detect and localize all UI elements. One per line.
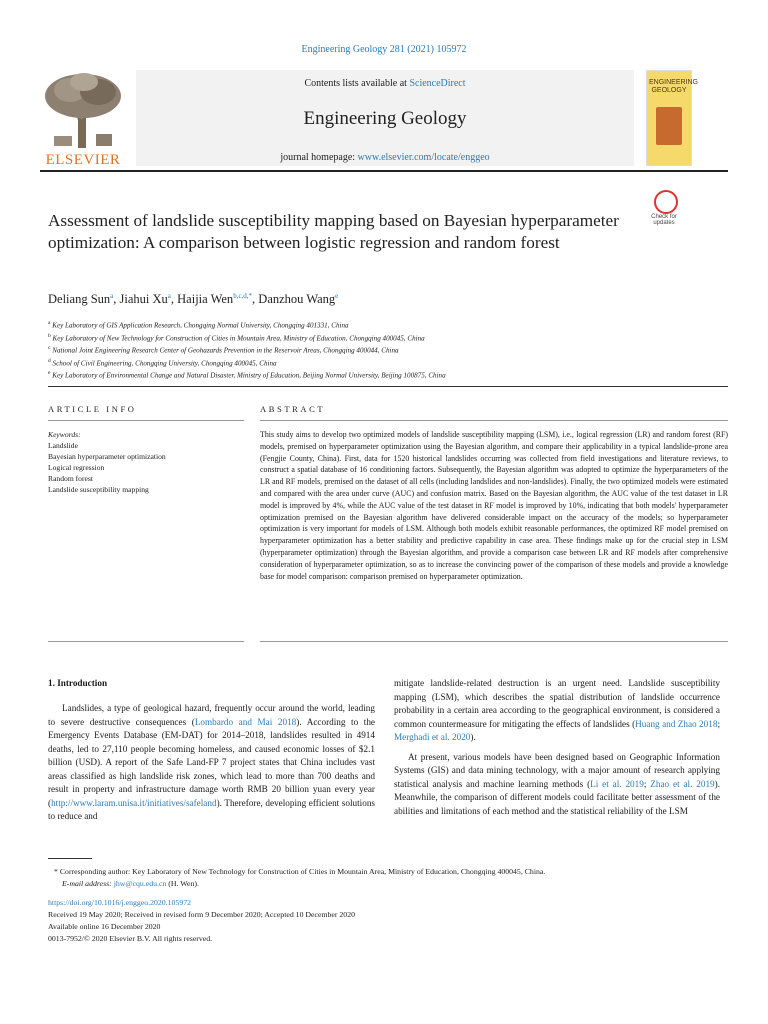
email-line <box>48 878 728 890</box>
author-list: Deliang Sun$^a$, Jiahui Xu$^a$, Haijia Wen$^{b,c,d,*}$, Danzhou Wang$^e$ <box>48 292 339 307</box>
check-updates-icon <box>654 190 678 214</box>
contents-line <box>136 78 634 89</box>
journal-name: Engineering Geology <box>303 108 467 129</box>
citation-link[interactable]: Li et al. 2019 <box>590 778 644 789</box>
abstract-rule <box>260 420 728 421</box>
affiliation-text: Key Laboratory of GIS Application Research, Chongqing Normal University, Chongqing 401331, China <box>52 321 349 330</box>
article-info-rule <box>48 420 244 421</box>
citation-link[interactable]: Lombardo and Mai 2018 <box>194 716 297 727</box>
affiliation-item <box>48 318 688 331</box>
publisher-logo: ELSEVIER <box>45 152 121 168</box>
paragraph-text: mitigate landslide-related destruction is an urgent need. Landslide susceptibility mapping (LSM), which describes the spatial distribution of landslide occurrence probability in a certain area according to the geographical environment, is considered a common countermeasure for mitigating the effects of landslides ( <box>394 678 720 729</box>
cover-title: ENGINEERING GEOLOGY <box>649 79 699 94</box>
check-for-updates-button[interactable] <box>648 190 680 228</box>
email-link[interactable]: jhw@cqu.edu.cn <box>113 879 167 888</box>
article-info-bottom-rule <box>48 641 244 642</box>
copyright: 0013-7952/© 2020 Elsevier B.V. All rights reserved. <box>48 934 213 943</box>
article-info-heading: ARTICLE INFO <box>48 404 137 414</box>
contents-prefix: Contents lists available at <box>304 78 410 89</box>
abstract-heading: ABSTRACT <box>260 404 326 414</box>
email-suffix: (H. Wen). <box>166 879 199 888</box>
paragraph <box>48 702 375 824</box>
affiliation-mark: c <box>48 345 51 352</box>
body-column-right <box>394 677 720 818</box>
author-affiliation-mark[interactable]: a <box>167 292 171 300</box>
keyword-item: Landslide <box>48 441 78 450</box>
citation-link[interactable]: Huang and Zhao 2018 <box>635 718 718 729</box>
homepage-line <box>136 152 634 163</box>
author-name[interactable]: Danzhou Wang <box>258 292 336 307</box>
corresponding-author-note: * Corresponding author: Key Laboratory of New Technology for Construction of Cities in Mountain Area, Ministry of Education, Chongqing 400045, China. <box>54 867 546 876</box>
keyword-item: Random forest <box>48 474 93 483</box>
masthead <box>40 70 699 168</box>
article-history <box>48 897 728 945</box>
paragraph <box>394 677 720 745</box>
keyword-item: Bayesian hyperparameter optimization <box>48 452 166 461</box>
affiliation-text: National Joint Engineering Research Center of Geohazards Prevention in the Reservoir Areas, Chongqing 400044, China <box>52 346 399 355</box>
journal-header-box <box>136 70 634 166</box>
affiliation-mark: d <box>48 357 51 364</box>
footnote <box>48 866 728 890</box>
paragraph-text: ). According to the Emergency Events Database (EM-DAT) for 2014–2018, landslides resulted in 4914 deaths, led to 27,110 people becoming homeless, and caused economic losses of $2.1 billion (USD). A report of the Safe Land-FP 7 project states that China includes vast areas classified as high landslide risk zones, which lead to more than 700 deaths and result in property and infrastructure damage worth RMB 20 billion yuan every year ( <box>48 716 376 808</box>
author-name[interactable]: Jiahui Xu <box>119 292 168 307</box>
journal-reference-link[interactable]: Engineering Geology 281 (2021) 105972 <box>301 44 467 55</box>
author-name[interactable]: Haijia Wen <box>177 292 234 307</box>
available-online: Available online 16 December 2020 <box>48 922 161 931</box>
paragraph-text: At present, various models have been designed based on Geographic Information Systems (GIS) and data mining technology, with a major amount of research applying statistical analysis and machine learning methods ( <box>394 751 720 789</box>
section-divider <box>48 386 728 387</box>
author-name[interactable]: Deliang Sun <box>48 292 111 307</box>
affiliation-mark: e <box>48 370 51 377</box>
affiliation-item <box>48 331 688 344</box>
email-label: E-mail address: <box>62 879 114 888</box>
received-dates: Received 19 May 2020; Received in revised form 9 December 2020; Accepted 10 December 2020 <box>48 910 356 919</box>
author-affiliation-mark[interactable]: b,c,d,* <box>233 292 253 300</box>
abstract-bottom-rule <box>260 641 728 642</box>
citation-link[interactable]: Merghadi et al. 2020 <box>394 732 471 743</box>
journal-homepage-link[interactable]: www.elsevier.com/locate/enggeo <box>357 152 490 163</box>
affiliation-mark: b <box>48 332 51 339</box>
paragraph-text: ; <box>643 778 651 789</box>
keyword-item: Landslide susceptibility mapping <box>48 485 149 494</box>
author-affiliation-mark[interactable]: a <box>110 292 114 300</box>
affiliation-text: Key Laboratory of New Technology for Construction of Cities in Mountain Area, Ministry of Education, Chongqing 400045, China <box>52 333 425 342</box>
paragraph-text: ). Meanwhile, the comparison of different models could facilitate better assessment of the abilities and limitations of each method and the statistical reliability of the LSM <box>394 778 720 816</box>
affiliation-item <box>48 343 688 356</box>
body-column-left <box>48 702 375 824</box>
check-updates-label: Check for updates <box>651 214 677 226</box>
affiliation-text: School of Civil Engineering, Chongqing University, Chongqing 400045, China <box>52 359 277 368</box>
header-divider <box>40 170 728 172</box>
keyword-item: Logical regression <box>48 463 105 472</box>
paragraph-text: ; <box>717 718 720 729</box>
abstract-text: This study aims to develop two optimized models of landslide susceptibility mapping (LSM), i.e., logical regression (LR) and random forest (RF) models, premised on hyperparameter optimization using the Bayesian algorithm, and compare their applicability in a typical landslide-prone area (Fengjie County, China). First, data for 1520 historical landslides occurring was collected from field investigations and literature reviews, to construct a spatial database of 16 conditioning factors. Subsequently, the Bayesian algorithm was adopted to optimize the hyperparameters of the LR and RF models, premised on the dataset of all cells (including landslides and non-landslides). Finally, the two optimized models were estimated and compared with the area under curve (AUC) and confusion matrix. Based on the Bayesian algorithm, the AUC value of the test dataset in LR model is improved by 4%, while the AUC value of the test dataset in RF model is improved by 10%, indicating that both models' hyperparameter optimization premised on the Bayesian algorithm have delivered considerable impact on the accuracy of the models; so hyperparameter optimization is very important for models of LSM. Although both models exhibit reasonable performances, the optimized RF model premised on hyperparameter optimization has a better stability and predictive capability in case area. These findings make up for the crucial step in LSM (hyperparameter optimization) through the Bayesian algorithm, and provide a comparison case between LR and RF models after comprehensive consideration of hyperparameter optimization, so as to increase the convincing power of the comparison of these models and provide a knowledge base for model comparison: comparison premised on hyperparameter optimization. <box>260 430 728 581</box>
journal-cover-image[interactable] <box>646 70 699 166</box>
doi-link[interactable]: https://doi.org/10.1016/j.enggeo.2020.105972 <box>48 898 192 907</box>
article-title: Assessment of landslide susceptibility mapping based on Bayesian hyperparameter optimization: A comparison between logistic regression and random forest <box>48 211 619 252</box>
affiliation-item <box>48 356 688 369</box>
section-heading-introduction: 1. Introduction <box>48 678 108 688</box>
sciencedirect-link[interactable]: ScienceDirect <box>409 78 466 89</box>
paragraph-text: ). Therefore, developing efficient solutions to reduce and <box>48 797 375 822</box>
keywords-label: Keywords: <box>48 430 81 439</box>
affiliation-mark: a <box>48 320 51 326</box>
citation-link[interactable]: Zhao et al. 2019 <box>650 778 715 789</box>
affiliation-text: Key Laboratory of Environmental Change and Natural Disaster, Ministry of Education, Beijing Normal University, Beijing 100875, China <box>52 371 446 380</box>
author-affiliation-mark[interactable]: e <box>335 292 339 300</box>
paragraph <box>394 751 720 819</box>
affiliation-list <box>48 318 688 381</box>
affiliation-item <box>48 368 688 381</box>
paragraph-text: Landslides, a type of geological hazard, frequently occur around the world, leading to severe destructive consequences ( <box>48 703 375 727</box>
paragraph-text: ). <box>470 732 476 743</box>
homepage-prefix: journal homepage: <box>280 152 358 163</box>
footnote-rule <box>48 858 92 859</box>
citation-link[interactable]: http://www.laram.unisa.it/initiatives/safeland <box>51 797 217 808</box>
keywords-block <box>48 429 248 495</box>
cover-art <box>656 107 682 145</box>
